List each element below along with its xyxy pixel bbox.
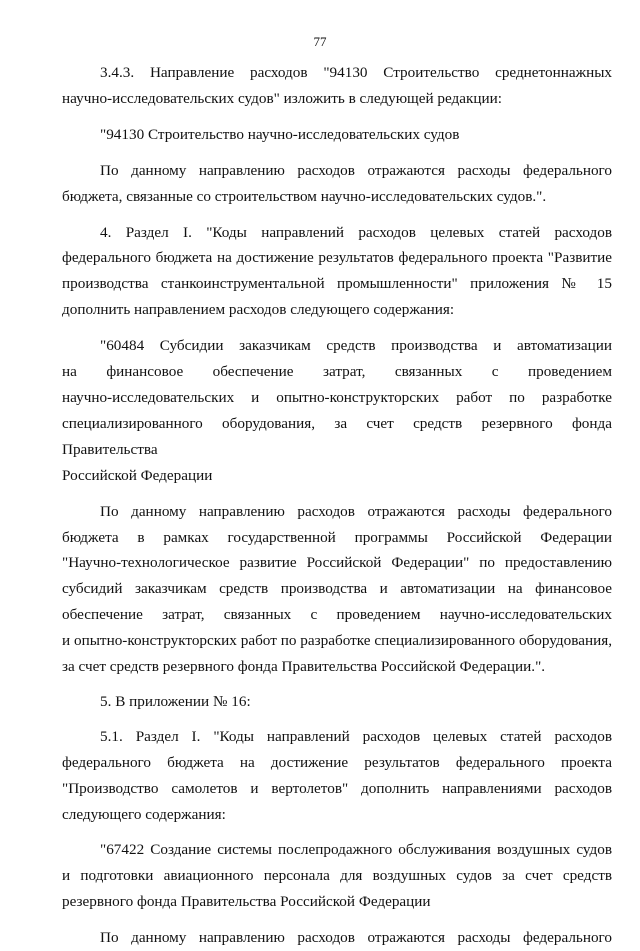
text-line: на финансовое обеспечение затрат, связанных с проведением: [62, 363, 612, 381]
text-line: По данному направлению расходов отражаются расходы федерального: [100, 929, 612, 947]
text-line: федерального бюджета на достижение результатов федерального проекта "Развитие: [62, 249, 612, 267]
text-line: специализированного оборудования, за счет средств резервного фонда Правительства: [62, 414, 612, 458]
text-line: резервного фонда Правительства Российской Федерации: [62, 893, 431, 911]
page-number: 77: [313, 34, 327, 49]
text-line: бюджета, связанные со строительством научно-исследовательских судов.".: [62, 187, 547, 205]
text-line: "Производство самолетов и вертолетов" дополнить направлениями расходов: [62, 779, 612, 797]
text-line: дополнить направлением расходов следующего содержания:: [62, 301, 455, 319]
text-line: 5.1. Раздел I. "Коды направлений расходов целевых статей расходов: [100, 727, 612, 745]
text-line: следующего содержания:: [62, 805, 226, 823]
text-line: субсидий заказчикам средств производства и автоматизации на финансовое: [62, 580, 612, 598]
text-line: "60484 Субсидии заказчикам средств производства и автоматизации: [100, 337, 612, 355]
text-line: По данному направлению расходов отражаются расходы федерального: [100, 502, 612, 520]
text-line: за счет средств резервного фонда Правительства Российской Федерации.".: [62, 658, 546, 676]
text-line: бюджета в рамках государственной программы Российской Федерации: [62, 528, 612, 546]
text-line: 4. Раздел I. "Коды направлений расходов целевых статей расходов: [100, 223, 612, 241]
text-line: научно-исследовательских и опытно-конструкторских работ по разработке: [62, 388, 612, 406]
text-line: и опытно-конструкторских работ по разработке специализированного оборудования,: [62, 632, 612, 650]
text-line: 3.4.3. Направление расходов "94130 Строительство среднетоннажных: [100, 64, 612, 81]
text-line: обеспечение затрат, связанных с проведением научно-исследовательских: [62, 606, 612, 624]
text-line: Российской Федерации: [62, 466, 213, 484]
text-line: По данному направлению расходов отражаются расходы федерального: [100, 161, 612, 179]
text-line: федерального бюджета на достижение результатов федерального проекта: [62, 753, 612, 771]
text-line: "67422 Создание системы послепродажного обслуживания воздушных судов: [100, 841, 612, 859]
text-line: производства станкоинструментальной промышленности" приложения № 15: [62, 275, 612, 293]
text-line: "Научно-технологическое развитие Российской Федерации" по предоставлению: [62, 554, 612, 572]
text-line: и подготовки авиационного персонала для воздушных судов за счет средств: [62, 867, 612, 885]
text-line: 5. В приложении № 16:: [100, 692, 251, 710]
text-line: научно-исследовательских судов" изложить в следующей редакции:: [62, 89, 503, 107]
text-line: "94130 Строительство научно-исследовательских судов: [100, 125, 460, 143]
document-body: [62, 60, 612, 951]
